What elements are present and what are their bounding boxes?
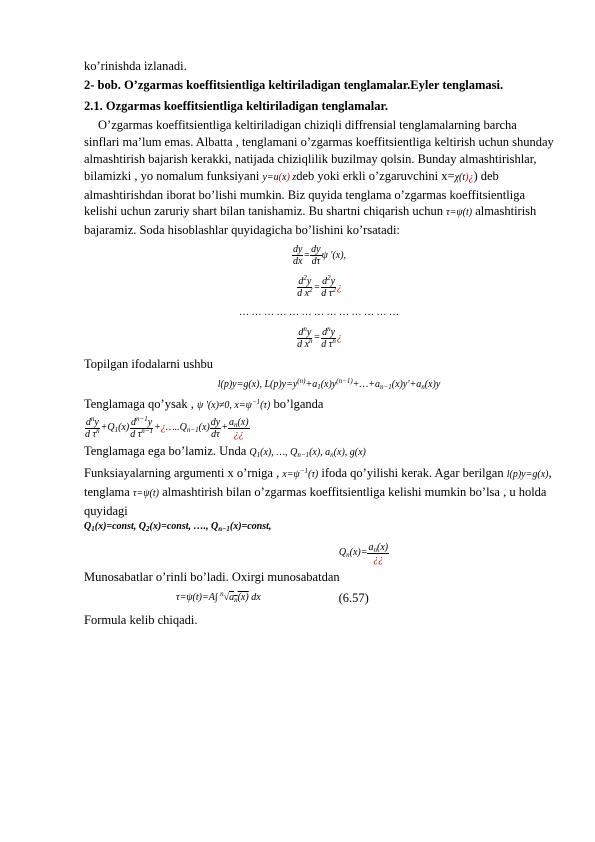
text-line: Formula kelib chiqadi. <box>84 612 198 627</box>
formula-inline: l(p)y=g(x) <box>506 468 549 480</box>
text-line <box>84 443 554 462</box>
paragraph-text: ) deb almashtirishdan iborat bo’lishi mumkin. Biz quyida tenglama o’zgarmas koeffitsientliga kelishi uchun zaruriy shart bilan tanishamiz. Bu shartni chiqarish uchun <box>84 168 525 219</box>
formula-inline: y=u(x) z <box>262 171 297 183</box>
formula-inline: τ=ψ(t) <box>446 207 473 219</box>
paragraph-text: deb yoki erkli o’zgaruvchini x= <box>296 168 455 183</box>
formula-display: $\frac{dy}{dx}$ = $\frac{dy}{d\tau}$ ψ '(x), <box>292 244 347 268</box>
formula-display: $\frac{d^ny}{d x^n}$ = $\frac{d^ny}{d \tau^n}$ ¿ <box>297 325 342 351</box>
formula-inline: $x=\psi^{-1}(\tau)$ <box>282 466 319 480</box>
formula-display: $Q_n(x)=$ $\frac{a_n(x)}{¿¿}$ <box>338 541 389 565</box>
equation-number: (6.57) <box>338 590 369 605</box>
text-line: ko’rinishda izlanadi. <box>84 59 187 73</box>
text-segment: Funksiayalarning argumenti x o’rniga , <box>84 465 280 480</box>
formula-inline: χ(t)¿ <box>454 171 474 183</box>
paragraph-text: O’zgarmas koeffitsientliga keltiriladigan chiziqli diffrensial tenglamalarning barcha sinflari ma’lum emas. Albatta , tenglamani o’zgarmas koeffitsientliga keltirish uchun shunday almashtirish bajarish kerakki, natijada chiziqlilik buzilmay qolsin. Bunday almashtirishlar, bilamizki , yo nomalum funksiyani <box>84 118 554 183</box>
text-line: Munosabatlar o’rinli bo’ladi. Oxirgi munosabatdan <box>84 570 340 585</box>
text-segment: Tenglamaga ega bo’lamiz. Unda <box>84 444 247 459</box>
text-segment: Tenglamaga qo’ysak , <box>84 397 194 412</box>
paragraph-text: almashtirish bajaramiz. Soda hisoblashlar quyidagicha bo’lishini ko’rsatadi: <box>84 204 537 238</box>
chapter-heading: 2- bob. O’zgarmas koeffitsientliga keltiriladigan tenglamalar.Eyler tenglamasi. <box>84 77 504 92</box>
formula-display: $\frac{d^2y}{d x^2}$ = $\frac{d^2y}{d \tau^2}$ ¿ <box>297 274 342 300</box>
formula-inline: τ=ψ(t) <box>132 487 159 499</box>
formula-display: τ=ψ(t)=A∫ $^n√a_n(x)$ dx (6.57) <box>176 589 369 605</box>
formula-inline: ψ '(x)≠0, $x=\psi^{-1}(\tau)$ <box>196 398 271 412</box>
text-segment: ifoda qo’yilishi kerak. Agar berilgan <box>321 465 504 480</box>
text-segment: bo’lganda <box>273 397 324 412</box>
formula-display: l(p)y=g(x), $L(p)y=y^{(n)}+a_1(x)y^{(n-1)}+\dots+a_{n-1}(x)y'+a_n(x)y$ <box>217 376 441 391</box>
section-heading: 2.1. Ozgarmas koeffitsientliga keltiriladigan tenglamalar. <box>84 98 389 113</box>
text-line: Topilgan ifodalarni ushbu <box>84 356 213 371</box>
document-page <box>84 55 554 629</box>
paragraph <box>84 117 554 239</box>
text-segment: , tenglama <box>84 465 552 499</box>
formula-display: $\frac{d^ny}{d \tau^n}$ $+Q_1(x)$ $\frac{d^{n-1}y}{d \tau^{n-1}}$ $+¿\dots..Q_{n-1}(x)$ $\frac{dy}{d\tau}$ + $\frac{a_n(x)}{¿¿}$ <box>85 415 249 441</box>
formula-line: $Q_1(x)=const$, $Q_2(x)=const$, …., $Q_{n-1}(x)=const$, <box>84 521 272 534</box>
text-line <box>84 396 554 415</box>
dots-line: … … … … … … … … … … … … … <box>239 306 399 318</box>
paragraph <box>84 465 554 519</box>
formula-inline: $Q_1(x)$, …, $Q_{n-1}(x)$, $a_n(x)$, g(x) <box>249 447 366 460</box>
text-segment: almashtirish bilan o’zgarmas koeffitsientliga kelishi mumkin bo’lsa , u holda quyidagi <box>84 484 547 518</box>
